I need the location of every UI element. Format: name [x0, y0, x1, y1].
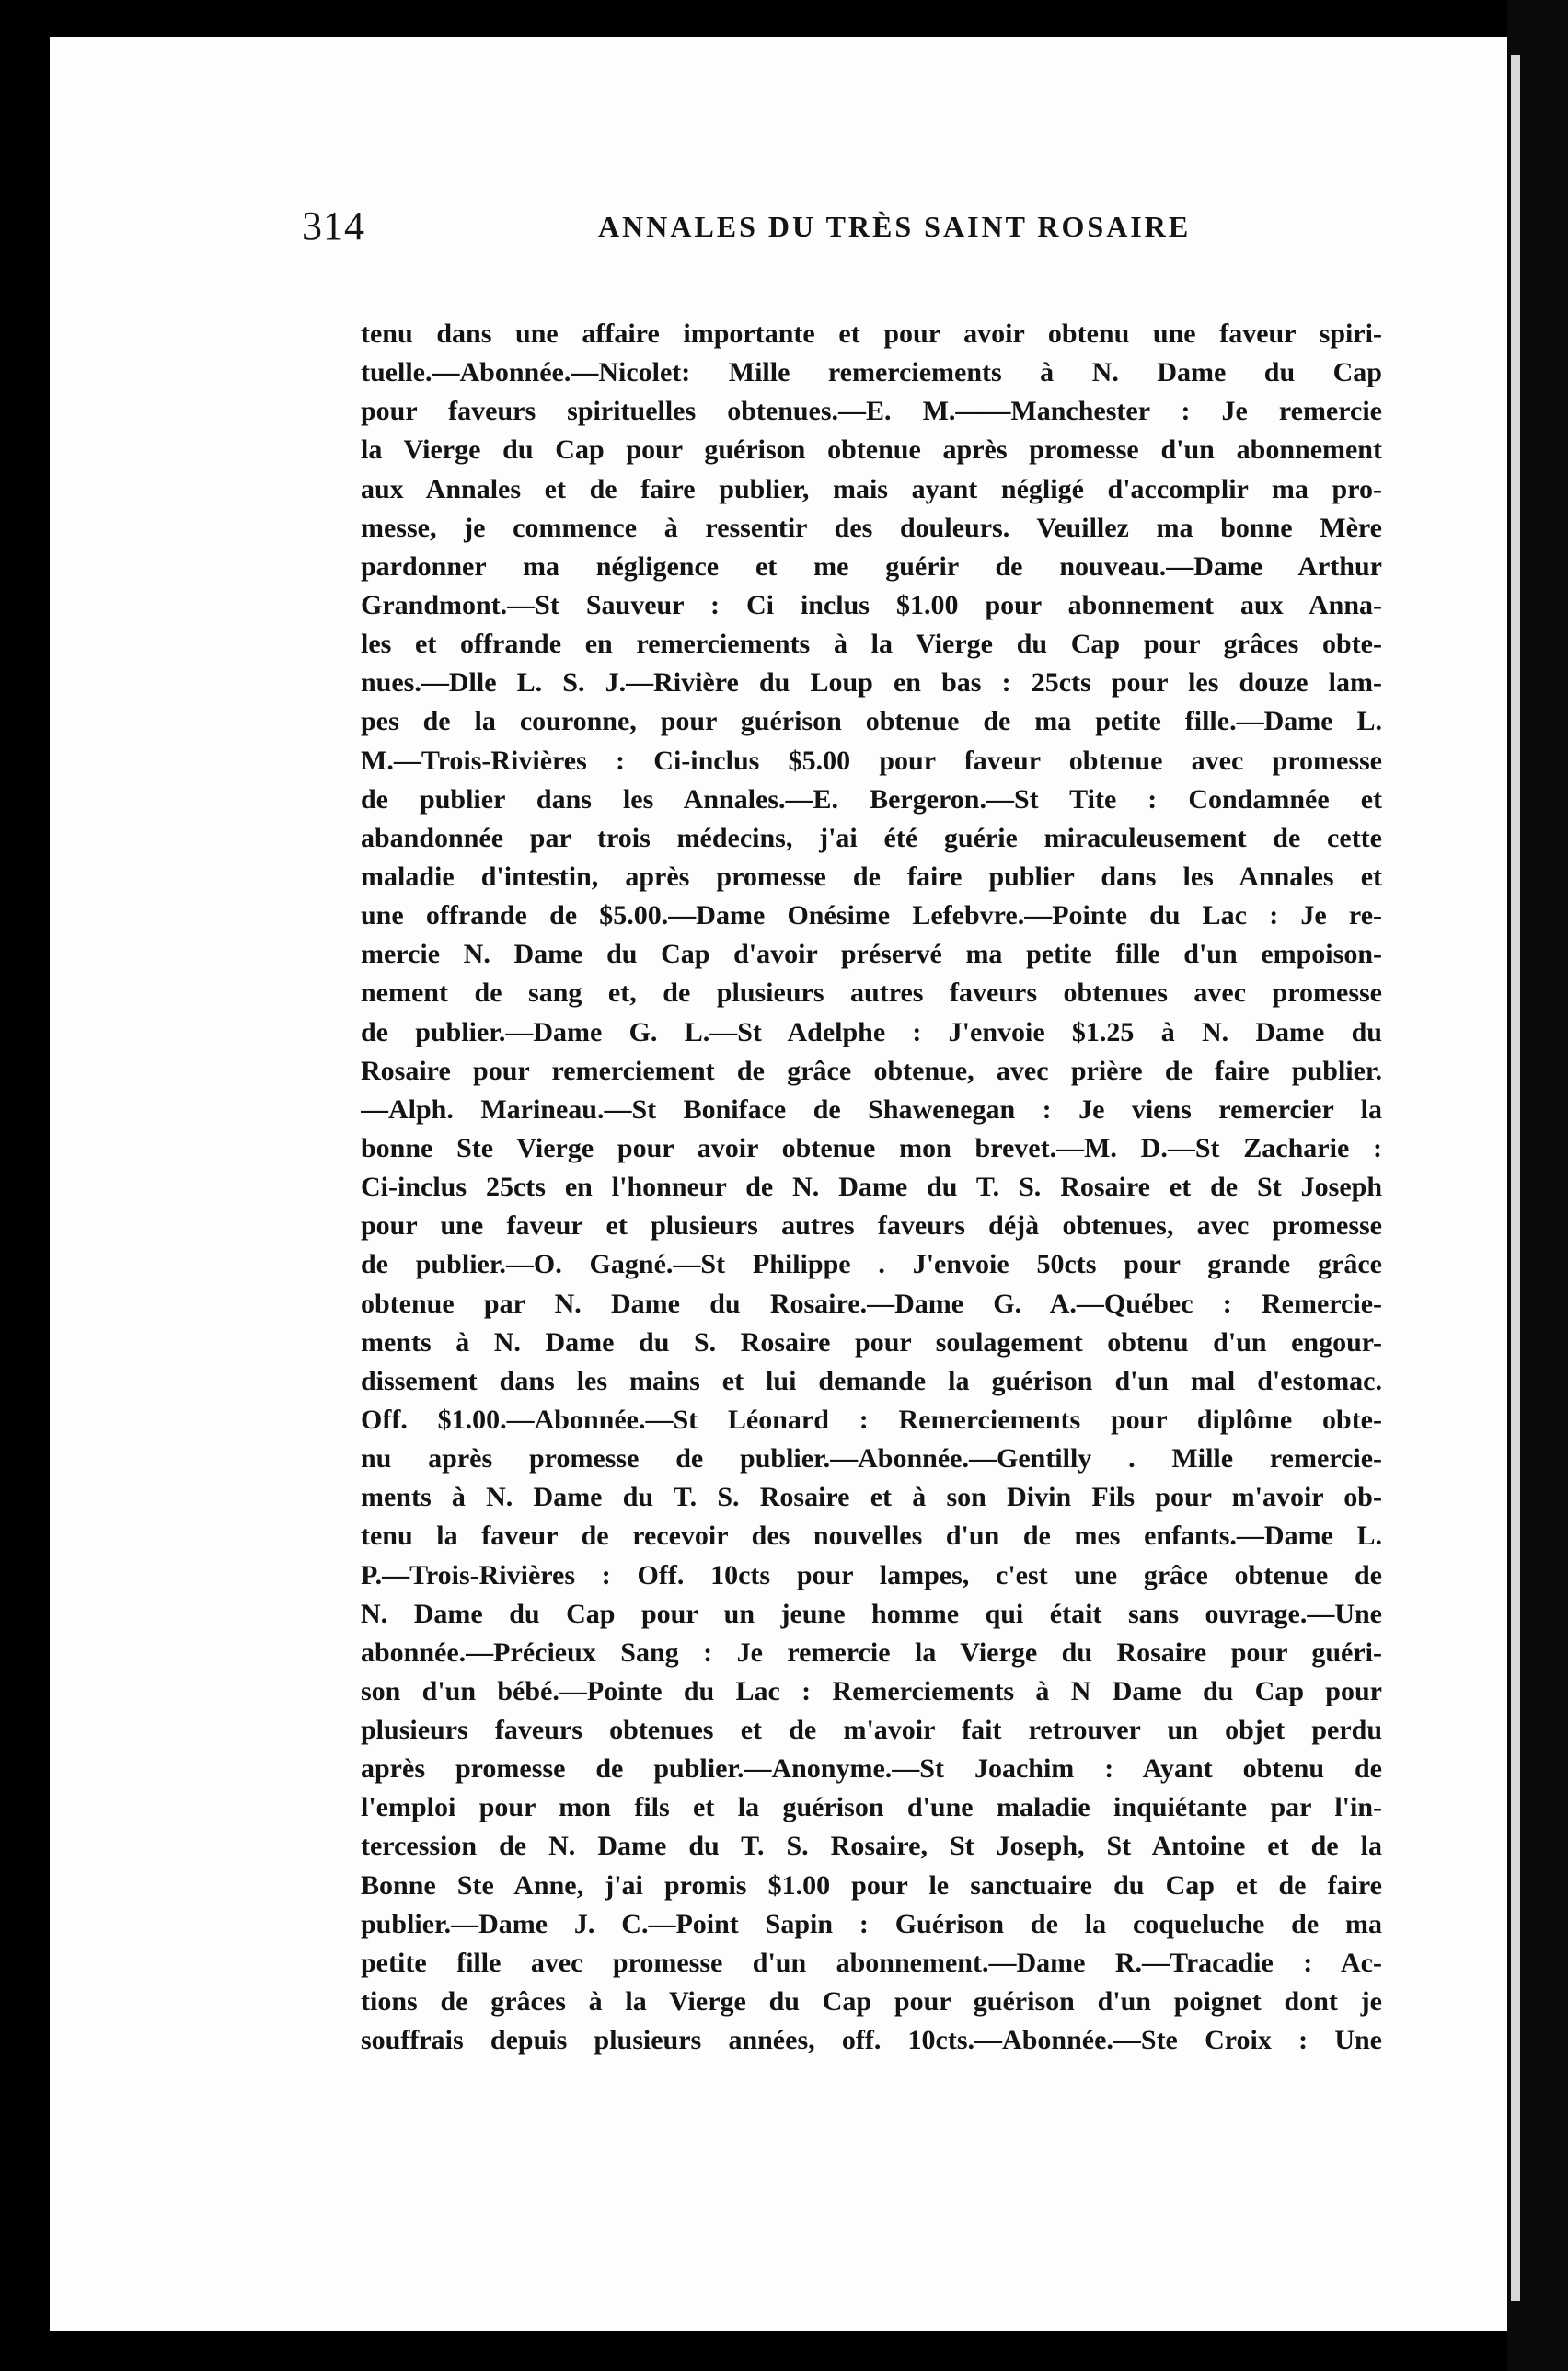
- text-line: abandonnée par trois médecins, j'ai été guérie miraculeusement de cette: [361, 822, 1382, 853]
- text-line: nement de sang et, de plusieurs autres faveurs obtenues avec promesse: [361, 977, 1382, 1009]
- text-line: de publier dans les Annales.—E. Bergeron.—St Tite : Condamnée et: [361, 783, 1382, 815]
- text-line: mercie N. Dame du Cap d'avoir préservé ma petite fille d'un empoison-: [361, 939, 1382, 970]
- page-header: [302, 202, 1391, 267]
- text-line: souffrais depuis plusieurs années, off. 10cts.—Abonnée.—Ste Croix : Une: [361, 2025, 1382, 2056]
- text-line: pes de la couronne, pour guérison obtenue de ma petite fille.—Dame L.: [361, 706, 1382, 737]
- text-line: pour une faveur et plusieurs autres faveurs déjà obtenues, avec promesse: [361, 1210, 1382, 1242]
- text-line: plusieurs faveurs obtenues et de m'avoir fait retrouver un objet perdu: [361, 1715, 1382, 1746]
- text-line: ments à N. Dame du T. S. Rosaire et à son Divin Fils pour m'avoir ob-: [361, 1482, 1382, 1513]
- text-line: pardonner ma négligence et me guérir de nouveau.—Dame Arthur: [361, 550, 1382, 582]
- text-line: nu après promesse de publier.—Abonnée.—Gentilly . Mille remercie-: [361, 1443, 1382, 1475]
- text-line: dissement dans les mains et lui demande la guérison d'un mal d'estomac.: [361, 1365, 1382, 1396]
- text-line: après promesse de publier.—Anonyme.—St Joachim : Ayant obtenu de: [361, 1753, 1382, 1785]
- text-line: tuelle.—Abonnée.—Nicolet: Mille remerciements à N. Dame du Cap: [361, 357, 1382, 388]
- text-line: obtenue par N. Dame du Rosaire.—Dame G. A.—Québec : Remercie-: [361, 1288, 1382, 1319]
- text-line: de publier.—O. Gagné.—St Philippe . J'envoie 50cts pour grande grâce: [361, 1249, 1382, 1280]
- body-text: [361, 315, 1382, 2060]
- text-line: bonne Ste Vierge pour avoir obtenue mon brevet.—M. D.—St Zacharie :: [361, 1132, 1382, 1163]
- scan-edge: [1507, 0, 1568, 2371]
- text-line: son d'un bébé.—Pointe du Lac : Remerciements à N Dame du Cap pour: [361, 1675, 1382, 1706]
- text-line: P.—Trois-Rivières : Off. 10cts pour lampes, c'est une grâce obtenue de: [361, 1559, 1382, 1590]
- text-line: ments à N. Dame du S. Rosaire pour soulagement obtenu d'un engour-: [361, 1326, 1382, 1358]
- running-title: ANNALES DU TRÈS SAINT ROSAIRE: [598, 210, 1192, 243]
- text-line: N. Dame du Cap pour un jeune homme qui était sans ouvrage.—Une: [361, 1598, 1382, 1629]
- text-line: maladie d'intestin, après promesse de faire publier dans les Annales et: [361, 861, 1382, 892]
- text-line: tenu la faveur de recevoir des nouvelles d'un de mes enfants.—Dame L.: [361, 1521, 1382, 1552]
- text-line: Grandmont.—St Sauveur : Ci inclus $1.00 pour abonnement aux Anna-: [361, 589, 1382, 620]
- text-line: messe, je commence à ressentir des douleurs. Veuillez ma bonne Mère: [361, 512, 1382, 543]
- text-line: l'emploi pour mon fils et la guérison d'une maladie inquiétante par l'in-: [361, 1792, 1382, 1823]
- text-line: tercession de N. Dame du T. S. Rosaire, St Joseph, St Antoine et de la: [361, 1831, 1382, 1862]
- text-line: publier.—Dame J. C.—Point Sapin : Guérison de la coqueluche de ma: [361, 1908, 1382, 1939]
- text-line: abonnée.—Précieux Sang : Je remercie la Vierge du Rosaire pour guéri-: [361, 1637, 1382, 1668]
- book-page: [50, 37, 1507, 2331]
- text-line: une offrande de $5.00.—Dame Onésime Lefebvre.—Pointe du Lac : Je re-: [361, 900, 1382, 931]
- text-line: M.—Trois-Rivières : Ci-inclus $5.00 pour faveur obtenue avec promesse: [361, 745, 1382, 776]
- text-line: Bonne Ste Anne, j'ai promis $1.00 pour le sanctuaire du Cap et de faire: [361, 1869, 1382, 1901]
- text-line: les et offrande en remerciements à la Vierge du Cap pour grâces obte-: [361, 629, 1382, 660]
- page-number: 314: [302, 203, 365, 249]
- text-line: de publier.—Dame G. L.—St Adelphe : J'envoie $1.25 à N. Dame du: [361, 1016, 1382, 1047]
- text-line: nues.—Dlle L. S. J.—Rivière du Loup en bas : 25cts pour les douze lam-: [361, 667, 1382, 699]
- text-line: —Alph. Marineau.—St Boniface de Shawenegan : Je viens remercier la: [361, 1093, 1382, 1125]
- adjacent-page-edge: [1511, 55, 1520, 2301]
- text-line: aux Annales et de faire publier, mais ayant négligé d'accomplir ma pro-: [361, 473, 1382, 504]
- text-line: pour faveurs spirituelles obtenues.—E. M.——Manchester : Je remercie: [361, 396, 1382, 427]
- text-line: la Vierge du Cap pour guérison obtenue après promesse d'un abonnement: [361, 434, 1382, 466]
- text-line: tions de grâces à la Vierge du Cap pour guérison d'un poignet dont je: [361, 1986, 1382, 2018]
- text-line: petite fille avec promesse d'un abonnement.—Dame R.—Tracadie : Ac-: [361, 1947, 1382, 1978]
- text-line: Rosaire pour remerciement de grâce obtenue, avec prière de faire publier.: [361, 1055, 1382, 1086]
- text-line: Off. $1.00.—Abonnée.—St Léonard : Remerciements pour diplôme obte-: [361, 1404, 1382, 1435]
- text-line: tenu dans une affaire importante et pour avoir obtenu une faveur spiri-: [361, 318, 1382, 349]
- text-line: Ci-inclus 25cts en l'honneur de N. Dame du T. S. Rosaire et de St Joseph: [361, 1172, 1382, 1203]
